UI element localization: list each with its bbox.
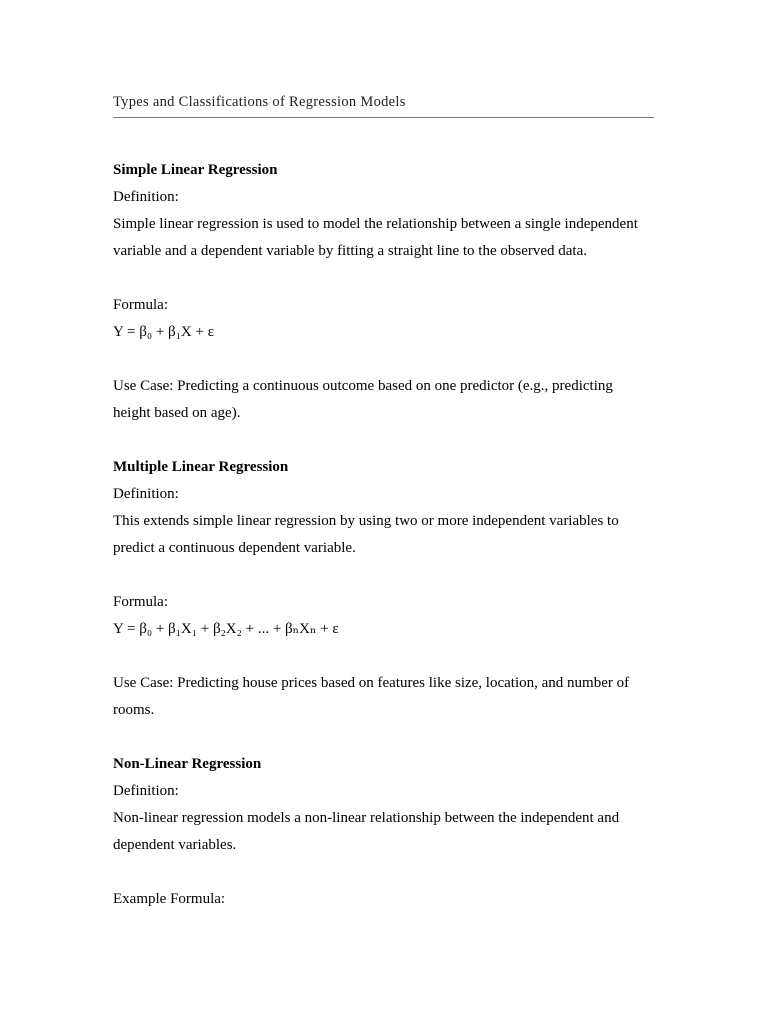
definition-label: Definition: <box>113 189 179 205</box>
formula-label: Formula: <box>113 594 168 610</box>
definition-text: predict a continuous dependent variable. <box>113 540 356 556</box>
section-multiple-linear-regression <box>113 454 654 724</box>
document-page <box>113 92 654 913</box>
use-case-text: rooms. <box>113 702 155 718</box>
section-title: Simple Linear Regression <box>113 162 278 178</box>
definition-text: variable and a dependent variable by fitting a straight line to the observed data. <box>113 243 587 259</box>
definition-text: Non-linear regression models a non-linear relationship between the independent and <box>113 810 620 826</box>
definition-label: Definition: <box>113 783 179 799</box>
definition-label: Definition: <box>113 486 179 502</box>
use-case-text: Use Case: Predicting house prices based on features like size, location, and number of <box>113 675 630 691</box>
document-header: Types and Classifications of Regression Models <box>113 92 654 118</box>
definition-text: This extends simple linear regression by using two or more independent variables to <box>113 513 619 529</box>
definition-text: dependent variables. <box>113 837 237 853</box>
formula-label: Example Formula: <box>113 891 226 907</box>
paragraph-spacer <box>113 346 654 373</box>
section-title: Multiple Linear Regression <box>113 459 289 475</box>
section-non-linear-regression <box>113 751 654 913</box>
use-case-text: Use Case: Predicting a continuous outcome based on one predictor (e.g., predicting <box>113 378 613 394</box>
paragraph-spacer <box>113 265 654 292</box>
formula-label: Formula: <box>113 297 168 313</box>
formula: Y = β₀ + β₁X₁ + β₂X₂ + ... + βₙXₙ + ε <box>113 621 339 637</box>
use-case-text: height based on age). <box>113 405 241 421</box>
section-title: Non-Linear Regression <box>113 756 262 772</box>
paragraph-spacer <box>113 643 654 670</box>
paragraph-spacer <box>113 562 654 589</box>
definition-text: Simple linear regression is used to model the relationship between a single independent <box>113 216 638 232</box>
paragraph-spacer <box>113 859 654 886</box>
section-simple-linear-regression <box>113 157 654 427</box>
formula: Y = β₀ + β₁X + ε <box>113 324 215 340</box>
